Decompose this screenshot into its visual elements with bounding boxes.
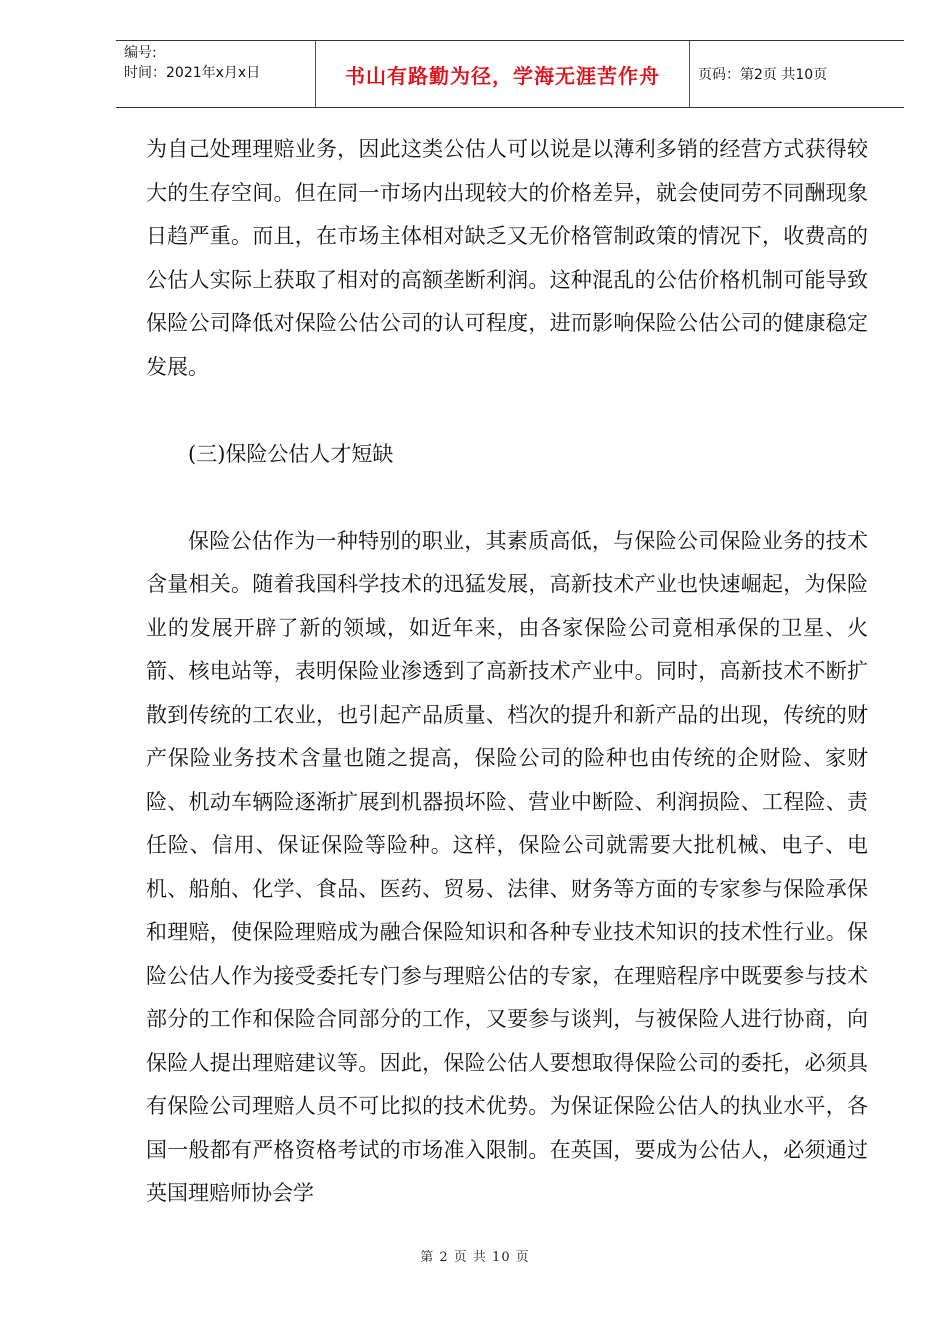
header-motto: 书山有路勤为径，学海无涯苦作舟 [316,41,690,107]
header-page-info: 页码：第2页 共10页 [698,67,828,83]
document-time-label: 时间：2021年x月x日 [124,65,261,81]
page-header [116,40,904,108]
section-heading: (三)保险公估人才短缺 [188,441,394,466]
page-footer: 第 2 页 共 10 页 [420,1250,530,1265]
document-number-label: 编号: [124,45,157,61]
header-meta [116,41,316,107]
body-paragraph-1: 为自己处理理赔业务，因此这类公估人可以说是以薄利多销的经营方式获得较大的生存空间。但在同一市场内出现较大的价格差异，就会使同劳不同酬现象日趋严重。而且，在市场主体相对缺乏又无价格管制政策的情况下，收费高的公估人实际上获取了相对的高额垄断利润。这种混乱的公估价格机制可能导致保险公司降低对保险公估公司的认可程度，进而影响保险公估公司的健康稳定发展。 [146,137,868,379]
document-body [146,128,868,1216]
body-paragraph-2: 保险公估作为一种特别的职业，其素质高低，与保险公司保险业务的技术含量相关。随着我国科学技术的迅猛发展，高新技术产业也快速崛起，为保险业的发展开辟了新的领域，如近年来，由各家保险公司竟相承保的卫星、火箭、核电站等，表明保险业渗透到了高新技术产业中。同时，高新技术不断扩散到传统的工农业，也引起产品质量、档次的提升和新产品的出现，传统的财产保险业务技术含量也随之提高，保险公司的险种也由传统的企财险、家财险、机动车辆险逐渐扩展到机器损坏险、营业中断险、利润损险、工程险、责任险、信用、保证保险等险种。这样，保险公司就需要大批机械、电子、电机、船舶、化学、食品、医药、贸易、法律、财务等方面的专家参与保险承保和理赔，使保险理赔成为融合保险知识和各种专业技术知识的技术性行业。保险公估人作为接受委托专门参与理赔公估的专家，在理赔程序中既要参与技术部分的工作和保险合同部分的工作，又要参与谈判，与被保险人进行协商，向保险人提出理赔建议等。因此，保险公估人要想取得保险公司的委托，必须具有保险公司理赔人员不可比拟的技术优势。为保证保险公估人的执业水平，各国一般都有严格资格考试的市场准入限制。在英国，要成为公估人，必须通过英国理赔师协会学 [146,528,868,1205]
